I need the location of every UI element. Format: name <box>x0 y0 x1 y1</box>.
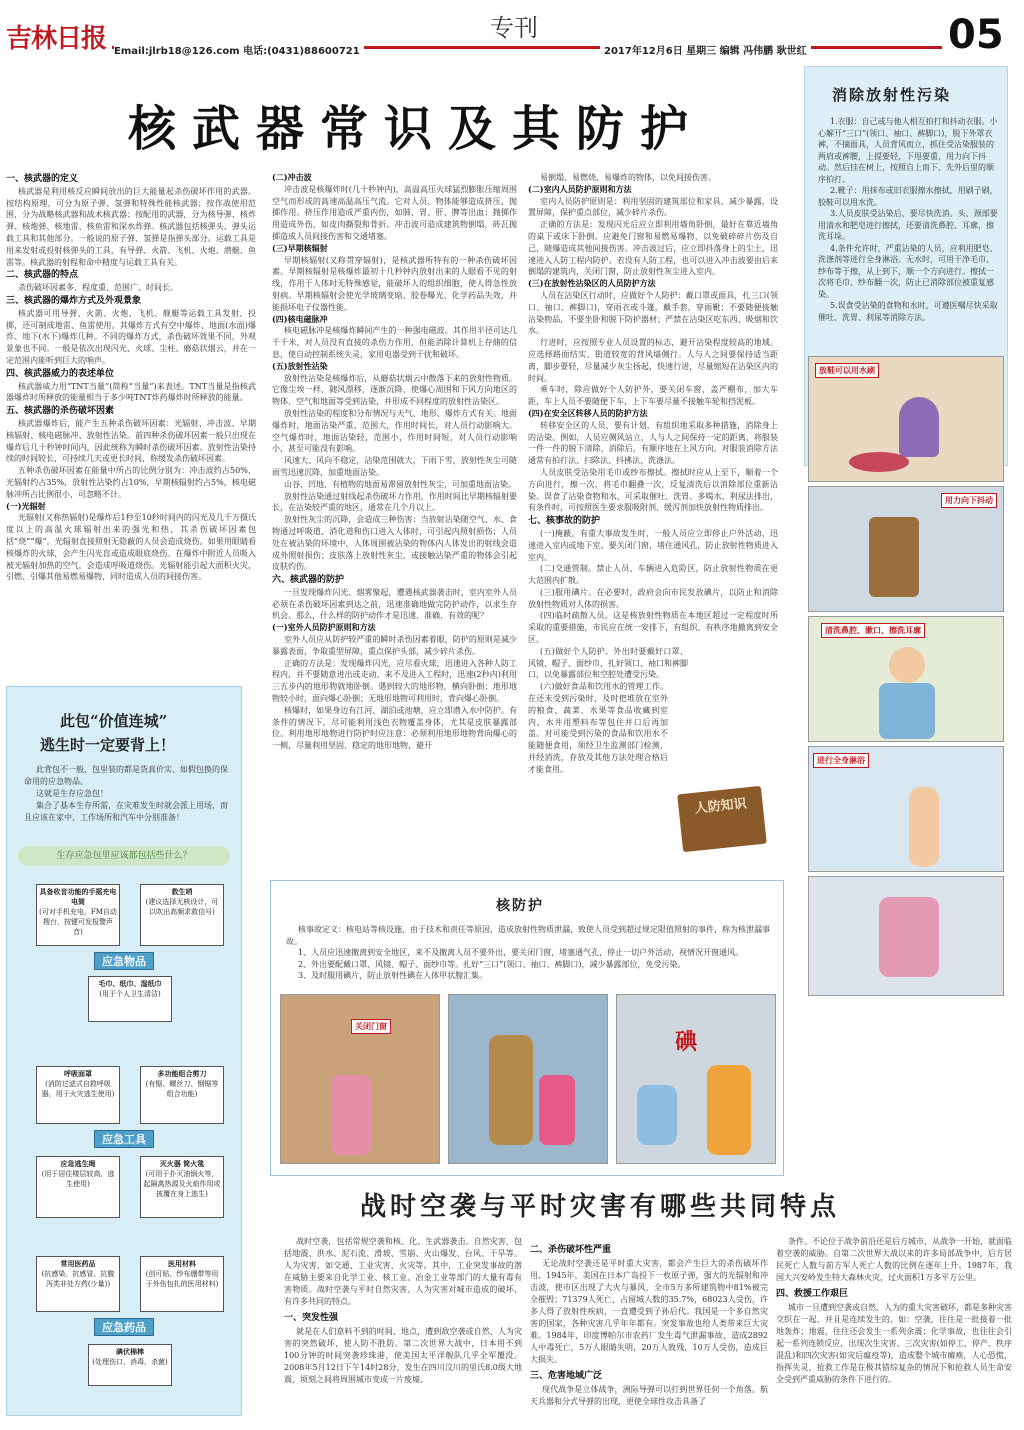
paragraph: 城市一旦遭到空袭或自然、人为的重大灾害破坏，都是多种灾害交织在一起，并且是连续发生的。如：空袭，往往是一批接着一批地轰炸；地震，往往还会发生一系列余震；化学事故，也往往会引起一系列连锁反应，出现次生灾害、三次灾害(如停工、停产、秩序混乱)和四次灾害(如灾后瘟疫等)，造成整个城市瘫痪，人心恐慌，指挥失灵，抢救工作是在极其错综复杂的情况下和抢救人员生命安全受到严重威胁的条件下进行的。 <box>776 1303 1012 1384</box>
figure-shape <box>331 1075 371 1155</box>
kit-item-desc: (有锯、螺丝刀、钢锯等组合功能) <box>145 1080 219 1098</box>
date-line: 2017年12月6日 星期三 编辑 冯伟鹏 耿世红 <box>600 42 811 57</box>
sidebar-text <box>818 116 998 323</box>
kit-title-2: 逃生时一定要背上！ <box>40 736 176 754</box>
paragraph: 1.衣服：自己或与他人相互拍打和抖动衣服。小心解开“三口”(领口、袖口、裤脚口)，脱下外罩衣裤，不摘面具，人员背风而立，抓住受沾染服装的两肩或裤腰，上提要轻，下甩要重，用力向下抖动。然后挂在树上，按照自上而下、先外后里的顺序拍打。 <box>818 117 998 184</box>
paragraph: 人员在沾染区行动时，应做好个人防护：戴口罩或面具，扎三口(领口、袖口、裤脚口)，穿雨衣或斗篷，戴手套，穿雨靴；不要随便接触沾染物品，不要坐卧和脱下防护器材；严禁在沾染区吃东西、吸烟和饮水。 <box>528 290 778 336</box>
paragraph: (四)临时疏散人员。这是核放射性物质在本地区超过一定程度时所采取的重要措施，市民应在统一安排下，有组织、有秩序地撤离到安全区。 <box>528 611 778 645</box>
paragraph: 正确的方法是：发现闪光后应立即利用墙角卧倒，最好在靠近墙角的桌下或床下卧倒。应避免门窗和易燃易爆物，以免破碎碎片伤及自己，随爆造成其他间接伤害。冲击波过后，应立即抖落身上的尘土，迅速进入人防工程内防护。若没有人防工程，也可以进入冲击波要由后来倒塌的建筑内，关闭门窗，防止放射性灰尘进入室内。 <box>528 220 778 277</box>
subheading: (三)早期核辐射 <box>272 242 328 253</box>
kit-item-name: 具备收音功能的手摇充电电筒 <box>39 887 117 906</box>
paragraph: 室内人员防护原则是：利用坚固的建筑部位和家具，减少暴露，设置屏障，保护重点部位，减少碎片杀伤。 <box>528 196 778 218</box>
kit-item-name: 医用材料 <box>168 1259 196 1268</box>
paragraph: (六)做好食品和饮用水的管理工作。在还未受到污染时，及时把堆放在室外的粮食、蔬菜、水果等食品收藏到室内，水井用塑料布等包住并口后再加盖。对可能受到污染的食品和饮用水不能随便食用，须经卫生监测部门检测，并经消洗，存放及其他方法处理合格后才能食用。 <box>528 682 668 774</box>
heading: 五、核武器的杀伤破坏因素 <box>6 406 115 417</box>
figure-shape <box>707 1065 751 1155</box>
paragraph: 光辐射(又称热辐射)是爆炸后1秒至10秒时间内的闪光及几千万摄氏度以上的高温火球辐射出来的强光和热，其杀伤破坏因素包括“烧”“爆”。光辐射直接照射无隐蔽的人员会造成烧伤。如果用眼睛看核爆炸的火球，会产生闪光盲或造成眼底烧伤。在爆炸中附近人员吸入被光辐射加热的空气，会造成呼吸道烧伤。光辐射能引起大面积火灾，引燃、引爆其他易燃易爆物，同时造成人员的间接伤害。 <box>6 513 256 582</box>
water-bottle-shape <box>637 1085 677 1145</box>
paragraph: 放射性沾染是核爆炸后，从蘑菇状烟云中散落下来的放射性物质。它像尘埃一样，随风漂移，逐渐沉降，使爆心周围和下风方向地区的物体、空气和地面等受到沾染，并形成不同程度的放射性沾染区。 <box>272 373 517 407</box>
paragraph: 行进时，应按照专业人员设置的标志，避开沾染程度较高的地域。应选择路面结实、街道较宽的背风墙侧行。人与人之间要保持适当距离，脚步要轻，尽量减少灰尘扬起，快速行进，尽量缩短在沾染区内的时间。 <box>528 338 778 383</box>
kit-item-desc: (创可贴、纱布绷带等用于外伤包扎的医用材料) <box>145 1270 219 1288</box>
paragraph: 此背包不一般，包里装的都是货真价实、如假包换的保命用的应急物品。 <box>24 765 228 786</box>
heading: 三、核武器的爆炸方式及外观景象 <box>6 295 142 306</box>
illus-caption: 清洗鼻腔、漱口、擦洗耳廓 <box>821 623 925 638</box>
header-contact: Email:jlrb18@126.com 电话:(0431)88600721 <box>114 42 364 57</box>
head-shape <box>889 647 925 683</box>
paragraph: 风速大、风向不稳定，沾染范围就大，下雨下雪，放射性灰尘可随雨雪迅速沉降，加重地面沾染。 <box>272 456 517 477</box>
illus-caption: 用力向下抖动 <box>941 493 997 508</box>
illustration-close-windows <box>280 994 440 1164</box>
sidebar-title: 消除放射性污染 <box>832 86 952 104</box>
heading: 六、核武器的防护 <box>272 575 345 586</box>
paragraph: 核事故定义：核电站等核设施，由于技术和责任等原因，造成放射性物质泄漏，致使人员受到超过规定限值照射的事件，称为核泄漏事故。 <box>286 925 770 946</box>
paragraph: 室外人员应从防护较严重的瞬时杀伤因素着眼，防护的原则是减少暴露表面，争取重型屏障，重点保护头部，减少碎片杀伤。 <box>272 635 517 656</box>
paragraph: 放射性沾染的程度和分布情况与天气、地形、爆炸方式有关。地面爆炸时，地面沾染严重，范围大，作用时间长，对人员行动影响大。空气爆炸时，地面沾染轻，范围小，作用时间短，对人员行动影响小，甚至可能没有影响。 <box>272 408 517 454</box>
paragraph: 正确的方法是：发现爆炸闪光，应尽看火球，迅速进入各种人防工程内，并不要随意进出或走动，来不及进入工程时，迅速(2秒内)利用三五步内的地形物就地卧倒。遇到较大的地形物，横向卧倒；地形地物较小时，面向爆心卧倒；无地形地物可利用时，背向爆心卧倒。 <box>272 658 517 704</box>
kit-item <box>36 1066 120 1124</box>
list-item: 1、人员应迅速撤离到安全地区，来不及撤离人员不要外出，要关闭门窗，堵塞通气孔，停止一切户外活动，视情况开窗通风。 <box>298 948 744 957</box>
paragraph: 核爆时，如果身边有江河、湖泊或池塘，应立即潜入水中防护。有条件的情况下，尽可能利用浅色衣物覆盖身体，尤其是皮肤暴露部位。利用地形地物进行防护时应注意：必须利用地形地物背向爆心的一侧，尽量利用坚固、稳定的地形地物，避开 <box>272 705 517 751</box>
illus-caption: 关闭门窗 <box>351 1019 391 1034</box>
illustration-shower <box>808 746 1004 872</box>
kit-item-name: 毛巾、纸巾、湿纸巾 <box>98 979 162 988</box>
kit-item <box>140 884 224 946</box>
paragraph: 这就是生存应急包！ <box>36 789 108 798</box>
figure-shape <box>869 517 919 597</box>
kit-item-name: 呼吸面罩 <box>64 1069 92 1078</box>
kit-item-desc: (用于居住楼层较高，逃生使用) <box>41 1170 115 1188</box>
kit-item <box>88 1344 172 1386</box>
kit-item <box>36 1156 120 1218</box>
list-item: 3、及时服用碘片，防止放射性碘在人体甲状腺汇集。 <box>298 971 488 980</box>
paragraph: 就是在人们意料不到的时间、地点，遭到敌空袭或自然、人为灾害的突然破坏，使人防不胜防。第二次世界大战中，日本用不到100分钟的时间突袭珍珠港，使美国太平洋舰队几乎全军覆没。2008年5月12日下午14时28分，发生在四川汶川的里氏8.0级大地震，顷刻之间将周围城市变成一片废墟。 <box>284 1327 522 1384</box>
bottom-article-title: 战时空袭与平时灾害有哪些共同特点 <box>360 1192 841 1222</box>
kit-title-1: 此包“价值连城” <box>60 712 168 730</box>
kit-intro <box>24 764 229 824</box>
article-column-3 <box>528 172 778 776</box>
main-title: 核武器常识及其防护 <box>128 101 705 157</box>
illus-caption: 进行全身淋浴 <box>813 753 869 768</box>
paragraph: 乘车时，除应做好个人防护外，要关闭车窗，盖严棚布，加大车距，车上人员不要随便下车，上下车要尽量不接触车轮和挡泥板。 <box>528 385 778 407</box>
paragraph: 核武器威力用“TNT当量”(简称“当量”)来表述。TNT当量是指核武器爆炸时所释放的能量相当于多少吨TNT炸药爆炸时所释放的能量。 <box>6 381 256 403</box>
kit-item-desc: (用于个人卫生清洁) <box>99 990 161 998</box>
basin-shape <box>849 452 909 472</box>
heading: 四、核武器威力的表述单位 <box>6 368 115 379</box>
iodine-sign: 碘 <box>675 1029 698 1055</box>
figure-shape <box>899 397 939 457</box>
heading: 二、核武器的特点 <box>6 270 79 281</box>
kit-item-name: 应急逃生绳 <box>60 1159 96 1168</box>
kit-item <box>140 1256 224 1312</box>
heading: 二、杀伤破坏性严重 <box>530 1245 612 1255</box>
article-column-2 <box>272 172 517 752</box>
subheading: (五)放射性沾染 <box>272 360 328 371</box>
paragraph: 核武器爆炸后，能产生五种杀伤破坏因素：光辐射、冲击波、早期核辐射、核电磁脉冲、放射性沾染。前四种杀伤破坏因素一般只出现在爆炸后几十秒钟时间内，因此统称为瞬时杀伤破坏因素。放射性沾染持续的时间较长，可持续几天或更长时间，称缓发杀伤破坏因素。 <box>6 418 256 464</box>
kit-item-desc: (处理伤口，消毒、杀菌) <box>92 1358 168 1366</box>
kit-item-name: 碘伏棉棒 <box>116 1347 144 1356</box>
heading: 七、核事故的防护 <box>528 516 601 527</box>
paragraph: 核武器是利用核反应瞬间放出的巨大能量起杀伤破坏作用的武器。按结构原理，可分为原子弹、氢弹和特殊性能核武器；按作战使用范围，分为战略核武器和战术核武器；按配用的武器，分为核导弹、核炸弹、核炮弹、核地雷、核鱼雷和深水炸弹。核武器包括核弹头、弹头运载工具和其他部分。一般说的原子弹、氢弹是指弹头部分。运载工具是用来发射或投射核弹头的工具，有导弹、火箭、飞机、火炮、潜艇、鱼雷等。核武器的射程和命中精度与运载工具有关。 <box>6 186 256 267</box>
kit-item <box>36 1256 120 1312</box>
paragraph: 核电磁脉冲是核爆炸瞬间产生的一种强电磁波。其作用半径可达几千千米，对人员没有直接的杀伤力作用，但能消除计算机上存储的信息，使自动控制系统失灵，家用电器受到干扰和破坏。 <box>272 326 517 359</box>
book-illustration: 人防知识 <box>677 786 767 852</box>
list-item: 2、外出要配戴口罩、风镜、帽子、面纱巾等。扎好“三口”(领口、袖口、裤脚口)，减少暴露部位，免受污染。 <box>298 959 686 969</box>
paragraph: 5.误食受沾染的食物和水时，可遵医嘱尽快采取催吐、洗胃、利尿等消除方法。 <box>818 301 998 322</box>
illustration-iodine <box>616 994 776 1164</box>
paragraph: 无论战时空袭还是平时重大灾害，都会产生巨大的杀伤破坏作用。1945年，美国在日本广岛投下一枚原子弹，强大的光辐射和冲击波，使市区出现了大火与暴风，全市5万多所建筑物中81%被完全摧毁；71379人死亡，占留城人数的35.7%，68023人受伤，许多人得了放射性疾病，一直遭受到子孙后代。我国是一个多自然灾害的国家，各种灾害几乎年年都有。突发事故也给人类带来巨大灾难。1984年，印度博帕尔市农药厂发生毒气泄漏事故，造成2892人中毒死亡，5万人眼睛失明，20万人致残，10万人受伤，造成巨大损失。 <box>530 1259 768 1364</box>
kit-band: 应急物品 <box>94 952 154 970</box>
kit-band: 应急药品 <box>94 1318 154 1336</box>
paragraph: 2.靴子：用抹布或旧衣服擦水擦拭，用刷子刷，胶鞋可以用水洗。 <box>818 186 998 207</box>
paragraph: 集合了基本生存所需，在灾难发生时就会派上用场，而且应该在家中、工作场所和汽车中分别准备！ <box>24 801 228 822</box>
paragraph: 战时空袭，包括常规空袭和核、化、生武器袭击。自然灾害，包括地震、洪水、泥石流、滑坡、雪崩、火山爆发、台风、干旱等。人为灾害，如交通、工业灾害、火灾等。其中，工业突发事故的潜在威胁主要来自化学工业、核工业、冶金工业等部门的大量有毒有害物质。战时空袭与平时自然灾害、人为灾害对城市造成的破坏，有许多共同的特点。 <box>284 1237 522 1306</box>
paragraph: 放射性沾染通过射线起杀伤破坏力作用，作用时间比早期核辐射要长，在沾染较严重的地区，通常在几个月以上。 <box>272 491 517 513</box>
figure-shape <box>879 897 939 977</box>
illus-caption: 放鞋可以用水刷 <box>815 363 879 378</box>
paragraph: 人员皮肤受沾染用毛巾或纱布擦拭。擦拭时应从上至下，顺着一个方向进行，擦一次，将毛巾翻叠一次，反复清洗后以消除部位重新沾染。误食了沾染食物和水，可采取催吐、洗胃、多喝水、利尿法排出，有条件时，可按照医生要求服吸附剂、缓泻剂加快放射性物质排出。 <box>528 467 778 513</box>
kit-item-desc: (建议选择无核设计，可以吹出高频求救信号) <box>145 898 219 916</box>
subheading: (二)室内人员防护原则和方法 <box>528 183 632 194</box>
paragraph: 放射性灰尘的沉降，会造成三种伤害：当放射沾染随空气、水、食物通过呼吸道、消化道和伤口进入人体时，可引起内照射损伤；人员处在被沾染的环境中，人体周围被沾染的物体内人体发出的射线会造成外照射损伤；皮肤落上放射性灰尘，或接触沾染严重的物体会引起皮肤灼伤。 <box>272 515 517 572</box>
subheading: (四)核电磁脉冲 <box>272 313 328 324</box>
paragraph: 核武器可用导弹、火箭、火炮、飞机、舰艇等运载工具发射、投掷，还可制成地雷、鱼雷使用。其爆炸方式有空中爆炸、地面(水面)爆炸、地下(水下)爆炸几种。不同的爆炸方式，杀伤破坏效果不同，外观景象也不同。一般是依次出现闪光、火球、尘柱、蘑菇状烟云，并在一定范围内能听到巨大的响声。 <box>6 308 256 365</box>
subheading: (二)冲击波 <box>272 172 312 182</box>
subheading: (三)在放射性沾染区的人员防护方法 <box>528 278 656 289</box>
illustration-shoe-washing <box>808 356 1004 482</box>
kit-question-banner: 生存应急包里应该都包括些什么？ <box>18 846 230 866</box>
kit-item-desc: (抗感染、抗感冒、抗腹泻类非处方药(少量)) <box>41 1270 115 1288</box>
section-name: 专刊 <box>480 8 548 43</box>
paragraph: (一)掩蔽。有重大事故发生时，一般人员应立即停止户外活动，迅速进入室内或地下室。要关闭门窗，堵住通风孔，防止放射性物质进入室内。 <box>528 528 778 562</box>
paragraph: (三)服用碘片。在必要时，政府会向市民发放碘片，以防止和消除放射性物质对人体的损害。 <box>528 587 778 609</box>
paragraph: 山谷、凹地、有植物的地面易滞留放射性灰尘，可加重地面沾染。 <box>284 479 516 489</box>
body-shape <box>879 683 935 739</box>
page-header <box>0 0 1024 62</box>
kit-item <box>88 976 172 1022</box>
paragraph: 现代战争是立体战争，洲际导弹可以打到世界任何一个角落。航天兵器和分式导弹的出现，更使全球性攻击具备了 <box>530 1385 768 1406</box>
illustration-nose-wash <box>808 616 1004 742</box>
heading: 四、救援工作艰巨 <box>776 1289 849 1299</box>
kit-item-name: 灭火器 简火毯 <box>159 1159 205 1168</box>
paragraph: 冲击波是核爆炸时(几十秒钟内)，高温高压火球猛烈膨胀压缩周围空气而形成的高速高温高压气流。它对人员、物体能够造成挤压、抛掷作用。挤压作用造成严重内伤，如肺、胃、肝、脾等出血；抛掷作用造成外伤，如皮肉撕裂和骨折。冲击波可造成建筑物倒塌，砖瓦抛掷造成人员间接伤害和交通堵塞。 <box>272 184 517 241</box>
paragraph: 早期核辐射(又称贯穿辐射)，是核武器所特有的一种杀伤破坏因素。早期核辐射是核爆炸最初十几秒钟内放射出来的人眼看不见的射线，作用于人体时无特殊感觉，能破坏人的组织细胞，使人得急性放射病。早期核辐射会使光学玻璃变暗、胶卷曝光、化学药品失效，并能损坏电子仪器性能。 <box>272 255 517 312</box>
paragraph: 4.条件允许时，严重沾染的人员，应利用肥皂、洗涤剂等进行全身淋浴。无水时，可用干净毛巾、纱布等于擦，从上到下，顺一个方向进行。擦拭一次将毛巾、纱布翻一次，防止已消除部位被重复感染。 <box>818 243 998 299</box>
kit-item-name: 救生哨 <box>171 887 193 896</box>
heading: 三、危害地域广泛 <box>530 1371 603 1381</box>
paragraph: 条件。不论位于战争前沿还是后方城市，从战争一开始，就面临着空袭的威胁。自第二次世界大战以来的许多局部战争中，后方居民死亡人数与前方军人死亡人数的比例在逐年上升。1987年，我国大兴安岭发生特大森林火灾，过火面积1万多平方公里。 <box>776 1237 1012 1282</box>
subheading: (四)在安全区转移人员的防护方法 <box>528 407 648 418</box>
kit-item-desc: (可对手机充电，FM自动搜台，按键可发报警声音) <box>39 908 117 936</box>
paragraph: 一旦发现爆炸闪光、烟雾聚起，遭遇核武器袭击时，室内室外人员必须在杀伤破坏因素到达之前，迅速准确地做完防护动作，以求生存机会。那么，什么样的防护动作才是迅速、准确、有效的呢？ <box>272 587 517 621</box>
illustration-family <box>808 876 1004 996</box>
paragraph: 杀伤破坏因素多、程度重、范围广、时间长。 <box>18 283 178 293</box>
bottom-column-3 <box>776 1236 1012 1386</box>
kit-item <box>36 884 120 946</box>
kit-item-name: 多功能组合剪刀 <box>157 1069 207 1078</box>
figure-shape <box>909 787 939 867</box>
kit-item-desc: (消防过滤式自救呼吸器，用于火灾逃生使用) <box>41 1080 115 1098</box>
bottom-column-2 <box>530 1240 768 1408</box>
kit-item <box>140 1156 224 1218</box>
paragraph: 易倒塌、易燃烧、易爆炸的物体，以免间接伤害。 <box>540 173 716 182</box>
heading: 一、核武器的定义 <box>6 174 79 184</box>
illustration-masks <box>448 994 608 1164</box>
kit-item-name: 常用医药品 <box>60 1259 96 1268</box>
subheading: (一)室外人员防护原则和方法 <box>272 622 376 633</box>
kit-item-desc: (可用于扑灭油锅火等，起隔离热源及火焰作用或披覆在身上逃生) <box>143 1170 221 1198</box>
bottom-column-1 <box>284 1236 522 1386</box>
article-column-1 <box>6 172 256 583</box>
paragraph: 五种杀伤破坏因素在能量中所占的比例分别为：冲击波约占50%，光辐射约占35%，放射性沾染约占10%，早期核辐射约占5%，核电磁脉冲所占比例很小，可忽略不计。 <box>6 466 256 499</box>
kit-item <box>140 1066 224 1124</box>
paragraph: (二)交通管制。禁止人员、车辆进入危险区，防止放射性物质在更大范围内扩散。 <box>528 564 778 586</box>
kit-band: 应急工具 <box>94 1130 154 1148</box>
figure-shape <box>489 1035 533 1145</box>
paragraph: 转移安全区的人员，要有计划，有组织地采取多种措施，消除身上的沾染。例如，人员应侧风站立，人与人之间保持一定的距离，将服装一件一件的脱下清除，消除后，有顺序地在上风方向。对服装消除方法通常有拍打法、扫除法、抖拂法、洗涤法。 <box>528 420 778 466</box>
figure-shape <box>539 1075 575 1145</box>
paragraph: 3.人员皮肤受沾染后，要尽快洗消。头、颈部要用清水和肥皂进行擦拭，还要清洗鼻腔、耳廓，擦洗耳垛。 <box>818 209 998 241</box>
subheading: (一)光辐射 <box>6 500 46 511</box>
newspaper-logo: 吉林日报 <box>6 24 107 54</box>
paragraph: (五)做好个人防护。外出时要戴好口罩、风镜、帽子、面纱巾，扎好领口、袖口和裤脚口，以免暴露部位和空腔处遭受污染。 <box>528 646 688 680</box>
nuclear-protection-title: 核防护 <box>496 898 544 914</box>
nuclear-protection-text <box>286 924 772 982</box>
illustration-shake-clothes <box>808 486 1004 612</box>
heading: 一、突发性强 <box>284 1313 339 1323</box>
page-number: 05 <box>948 12 1004 58</box>
